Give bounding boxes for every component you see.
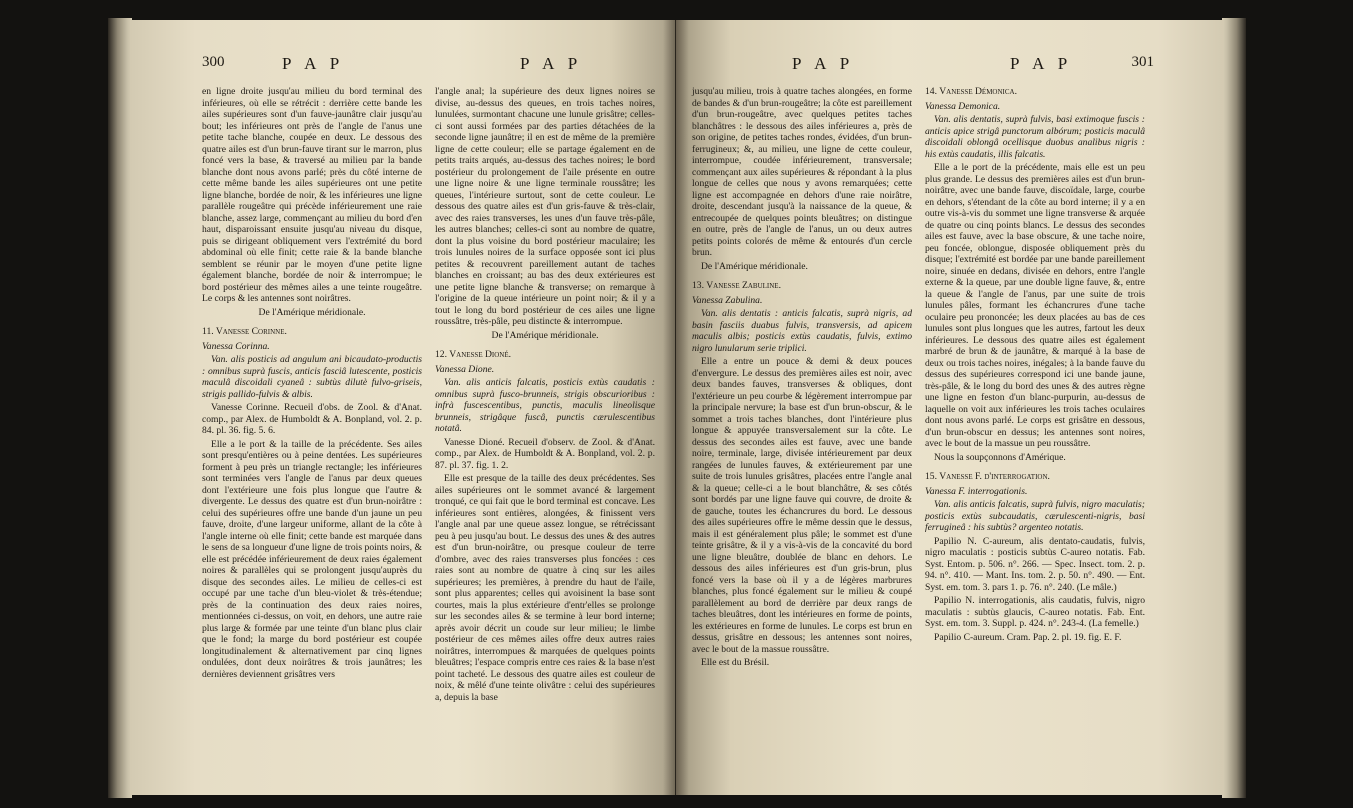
locality: Nous la soupçonnons d'Amérique. (934, 451, 1066, 463)
running-headword: P A P (1010, 54, 1073, 73)
paragraph: Elle a le port & la taille de la précédente. Ses ailes sont presqu'entières ou à peine dentées. Les supérieures forment à peu près un triangle rectangle; les inférieures sont terminées vers l'angle de l'anus par deux queues dont l'extérieure une fois plus longue que l'autre & divergente. Le dessus des quatre est d'un brun-noirâtre : celui des supérieures offre une bande d'un jaune un peu fauve, droite, d'une largeur uniforme, allant de la côte à l'angle interne où elle finit; cette bande est marquée dans le sens de sa longueur d'une ligne de trois points noirs, & elle est précédée inférieurement de deux raies également noires & parallèles qui se prolongent jusqu'auprès du disque des secondes ailes. Le milieu de celles-ci est occupé par une tache d'un bleu-violet & très-étendue; près de la continuation des deux raies noires, mentionnées ci-dessus, on voit, en dehors, une autre raie plus large & formée par une teinte d'un blanc plus clair que le fond; la marge du bord postérieur est coupée longitudinalement & alternativement par cinq lignes ondulées, dont deux noirâtres & trois jaunâtres; les dernières deviennent grisâtres vers (202, 438, 422, 680)
latin-description: Van. alis dentatis, suprà fulvis, basi extimoque fuscis : anticis apice strigâ punctorum albórum; posticis maculâ discoidali oblongâ ocellisque duobus analibus nigris : his extùs caudatis, illis falcatis. (925, 114, 1145, 160)
running-headword: P A P (282, 54, 345, 73)
text-column-1 (202, 86, 422, 705)
left-page-header (202, 54, 655, 80)
citation: Papilio C-aureum. Cram. Pap. 2. pl. 19. fig. E. F. (934, 631, 1122, 643)
species-latin-name: Vanessa Demonica. (925, 100, 1001, 112)
latin-description: Van. alis dentatis : anticis falcatis, suprà nigris, ad basin fasciis duabus fulvis, transversis, ad apicem maculis albis; posticis extùs caudatis, fulvis, extimo nigro lunularum serie triplici. (692, 308, 912, 354)
right-page-header (692, 54, 1154, 80)
paragraph: l'angle anal; la supérieure des deux lignes noires se divise, au-dessus des queues, en trois taches noires, lunulées, surmontant chacune une lunule grisâtre; celles-ci sont aussi formées par des parties détachées de la seconde ligne jaunâtre; il en est de même de la première ligne de cette couleur; elle se partage également en de petits traits arqués, au-dessus des taches noires; le bord postérieur du prolongement de l'aile présente en outre une ligne noire & une ligne terminale roussâtre; les queues, l'intérieure surtout, sont de cette couleur. Le dessous des quatre ailes est d'un gris-fauve & très-clair, avec des raies transverses, les unes d'un fauve très-pâle, les autres blanches; celles-ci sont au nombre de quatre, dont la plus voisine du bord postérieur maculaire; les trois lunules noires de la surface opposée sont ici plus petites & recouvrent pareillement autant de taches blanches en croissant; au bas des deux extérieures est une petite ligne blanche & transverse; on remarque à l'origine de la queue intérieure un point noir; & il y a tout le long du bord postérieur de ces ailes une ligne roussâtre, très-pâle, peu distincte & interrompue. (435, 86, 655, 327)
paragraph: en ligne droite jusqu'au milieu du bord terminal des inférieures, où elle se rétrécit : derrière cette bande les ailes supérieures sont d'un fauve-jaunâtre clair jusqu'au bout; les inférieures ont près de l'angle de l'anus une petite tache blanche, coupée en deux. Le dessous des quatre ailes est d'un brun-fauve tirant sur le marron, plus foncé vers la base, & traversé au milieu par la bande blanche dont nous avons parlé; près du côté interne de cette même bande les ailes supérieures ont une petite ligne blanche, bordée de noir, & les inférieures une ligne parallèle rougeâtre qui précède inférieurement une raie blanche, assez large, commençant au milieu du bord d'en haut, disparoissant ensuite jusqu'au niveau du disque, puis se dirigeant obliquement vers l'extrémité du bord abdominal où elle finit; cette raie & la bande blanche semblent se réunir par le moyen d'une petite ligne également blanche, bordée de noir & interrompue; le bord postérieur des mêmes ailes a une teinte rougeâtre. Le corps & les antennes sont noirâtres. (202, 86, 422, 304)
entry-heading: 14. Vanesse Démonica. (925, 86, 1017, 97)
running-headword: P A P (792, 54, 855, 73)
locality: Elle est du Brésil. (701, 657, 770, 668)
species-latin-name: Vanessa Dione. (435, 363, 495, 375)
page-number: 300 (202, 54, 225, 70)
species-latin-name: Vanessa Corinna. (202, 340, 270, 352)
text-columns (692, 86, 1154, 671)
paragraph: jusqu'au milieu, trois à quatre taches alongées, en forme de bandes & d'un brun-rougeâtre; la côte est pareillement d'un brun-rougeâtre, avec quelques petites taches blanchâtres : le dessous des ailes inférieures a, près de son origine, de petites taches rondes, évidées, d'un brun-ferrugineux; &, au milieu, une ligne de cette couleur, interrompue, coudée inférieurement, transversale; commençant aux ailes supérieures & répondant à la plus longue de celles que nous y avons remarquées; cette ligne est accompagnée en dehors d'une raie noirâtre, droite, descendant jusqu'à la naissance de la queue, & entrecoupée de quelques points bleuâtres; on distingue en outre, près de l'angle de l'anus, un ou deux autres petits points colorés de même & entourés d'un cercle brun. (692, 86, 912, 258)
locality: De l'Amérique méridionale. (491, 329, 599, 341)
text-column-2 (435, 86, 655, 705)
locality: De l'Amérique méridionale. (258, 306, 366, 318)
citation: Papilio N. C-aureum, alis dentato-caudatis, fulvis, nigro maculatis : posticis subtùs C-aureo notatis. Fab. Syst. Entom. p. 506. n°. 266. — Spec. Insect. tom. 2. p. 94. n°. 410. — Mant. Ins. tom. 2. p. 50. n°. 490. — Ent. Syst. em. tom. 3. pars 1. p. 76. n°. 240. (Le mâle.) (925, 535, 1145, 593)
citation: Vanesse Corinne. Recueil d'obs. de Zool. & d'Anat. comp., par Alex. de Humboldt & A. Bonpland, vol. 2. p. 84. pl. 36. fig. 5. 6. (202, 402, 422, 436)
locality: De l'Amérique méridionale. (701, 260, 808, 272)
species-latin-name: Vanessa Zabulina. (692, 294, 763, 306)
paragraph: Elle a entre un pouce & demi & deux pouces d'envergure. Le dessus des premières ailes est noir, avec deux bandes fauves, transverses & obliques, dont l'extérieure un peu courbe & légèrement interrompue par la principale nervure; la base est d'un brun-obscur, & le sommet a trois taches blanches, dont l'intérieure plus longue & appuyée transversalement sur la côte. Le dessus des secondes ailes est fauve, avec une bande noire, terminale, large, divisée intérieurement par deux rangées de lunules fauves, & extérieurement par une suite de trois lunules grisâtres, placées entre l'angle anal & la queue; celle-ci a le bout blanchâtre, & ses côtés sont bordés par une ligne fauve qui couvre, de droite & de gauche, toutes les échancrures du bord. Le dessous des ailes supérieures offre le même dessin que le dessus, mais il est généralement plus pâle; le sommet est d'une teinte grisâtre, & il y a vis-à-vis de la concavité du bord une ligne bleuâtre, doublée de blanc en dehors. Le dessous des ailes inférieures est d'un gris-brun, plus foncé vers la base où il y a de légères marbrures blanches, plus foncé également sur le milieu & coupé parallèlement au bord de derrière par deux rangs de taches bleuâtres, dont les intérieures en forme de points, les extérieures en forme de lunules. Le corps est brun en dessus, grisâtre en dessous; les antennes sont noires, avec le bout de la massue roussâtre. (692, 356, 912, 655)
text-columns (202, 86, 655, 705)
latin-description: Van. alis anticis falcatis, suprà fulvis, nigro maculatis; posticis extùs subcaudatis, cærulescenti-nigris, basi ferrugineâ : his subtùs? argenteo notatis. (925, 499, 1145, 533)
entry-heading: 12. Vanesse Dioné. (435, 349, 512, 360)
running-headword: P A P (520, 54, 583, 73)
paragraph: Elle est presque de la taille des deux précédentes. Ses ailes supérieures ont le sommet avancé & largement tronqué, ce qui fait que le bord terminal est concave. Les inférieures sont entières, alongées, & finissent vers l'angle anal par une queue assez longue, se rétrécissant peu à peu jusqu'au bout. Le dessus des unes & des autres est d'un brun-noirâtre, ou presque couleur de terre d'ombre, avec des raies transverses plus foncées : ces raies sont au nombre de quatre à cinq sur les ailes supérieures; les premières, à prendre du haut de l'aile, sont plus apparentes; celles qui avoisinent la base sont courtes, mais la plus extérieure d'entr'elles se prolonge sur les secondes ailes & se termine à leur bord interne; après avoir décrit un coude sur leur milieu; le limbe postérieur de ces mêmes ailes offre deux autres raies noirâtres, interrompues & marquées de quelques points bleuâtres; l'espace compris entre ces raies & la base n'est point tacheté. Le dessous des quatre ailes est couleur de noix, & mêlé d'une teinte olivâtre : celui des supérieures a, depuis la base (435, 473, 655, 703)
entry-heading: 13. Vanesse Zabuline. (692, 280, 781, 291)
text-column-1 (692, 86, 912, 671)
entry-heading: 15. Vanesse F. d'interrogation. (925, 471, 1050, 482)
book-gutter (663, 20, 689, 795)
latin-description: Van. alis anticis falcatis, posticis extùs caudatis : omnibus suprà fusco-brunneis, strigis obscurioribus : infrà fuscescentibus, punctis, maculis lineolisque brunneis, strigâque fuscâ, punctis cærulescentibus notatâ. (435, 377, 655, 434)
citation: Vanesse Dioné. Recueil d'observ. de Zool. & d'Anat. comp., par Alex. de Humboldt & A. Bonpland, vol. 2. p. 87. pl. 37. fig. 1. 2. (435, 436, 655, 471)
species-latin-name: Vanessa F. interrogationis. (925, 485, 1028, 497)
left-page (130, 20, 675, 795)
left-page-edges (108, 18, 132, 798)
right-page-edges (1222, 18, 1246, 798)
paragraph: Elle a le port de la précédente, mais elle est un peu plus grande. Le dessus des premières ailes est d'un brun-noirâtre, avec une bande fauve, discoïdale, large, courbe en dehors, s'étendant de la côte au bord interne; il y a en outre vis-à-vis du sommet une ligne transverse & arquée de quatre ou cinq points blancs. Le dessus des secondes ailes est fauve, avec la base obscure, & une tache noire, peu foncée, oblongue, disposée obliquement près du disque; l'extrémité est bordée par une bande pareillement noire, sinuée en dedans, divisée en dehors, entre l'angle externe & la queue, par une double ligne fauve, &, entre la queue & l'angle de l'anus, par une suite de trois lunules pâles, formant les échancrures d'une tache oculaire peu prononcée; les deux placées au bas de ces lunules sont plus longues que les autres, fartout les deux inférieures. Le dessous des quatre ailes est également marbré de brun & de jaunâtre, & marqué à la base de deux ou trois taches noires, inégales; à la bande fauve du dessus des supérieures correspond ici une bande jaune, très-pâle, & le long du bord des unes & des autres règne une ligne en feston d'un blanc-purpurin, au-dessus de laquelle on voit aux inférieures les trois taches oculaires dont nous avons parlé. Le corps est grisâtre en dessous, d'un brun-obscur en dessus; les antennes sont noires, avec le bout de la massue un peu roussâtre. (925, 162, 1145, 449)
entry-heading: 11. Vanesse Corinne. (202, 326, 287, 337)
text-column-2 (925, 86, 1145, 671)
latin-description: Van. alis posticis ad angulum ani bicaudato-productis : omnibus suprà fuscis, anticis fasciâ lutescente, posticis maculâ discoidali cyaneâ : subtùs dilutè fulvo-griseis, strigis pallido-fulvis & albis. (202, 354, 422, 400)
page-number: 301 (1131, 54, 1154, 70)
citation: Papilio N. interrogationis, alis caudatis, fulvis, nigro maculatis : subtùs glaucis, C-aureo notatis. Fab. Ent. Syst. em. tom. 3. Suppl. p. 424. n°. 243-4. (La femelle.) (925, 595, 1145, 629)
right-page (676, 20, 1224, 795)
